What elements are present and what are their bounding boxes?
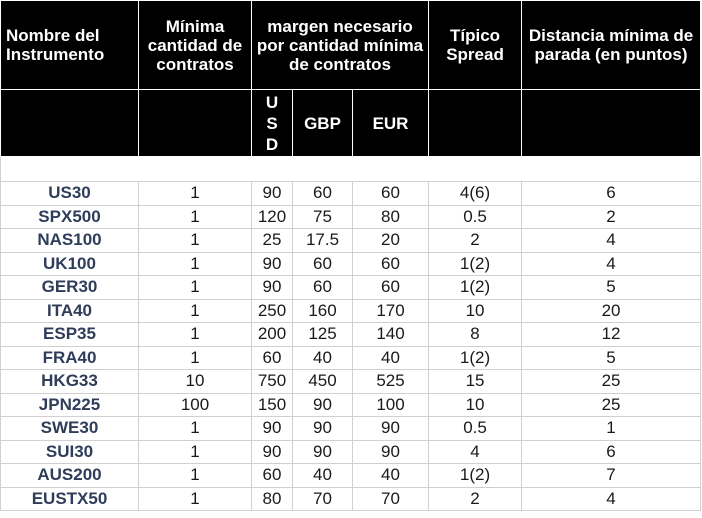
margin-gbp-cell: 40: [293, 464, 353, 488]
margin-usd-cell: 25: [252, 229, 293, 253]
min-contracts-cell: 1: [139, 252, 252, 276]
margin-usd-cell: 750: [252, 370, 293, 394]
margin-eur-cell: 60: [353, 276, 429, 300]
header-gbp: GBP: [293, 90, 353, 157]
min-contracts-cell: 1: [139, 464, 252, 488]
margin-eur-cell: 140: [353, 323, 429, 347]
instrument-name-cell: US30: [1, 182, 139, 206]
margin-gbp-cell: 60: [293, 182, 353, 206]
margin-eur-cell: 525: [353, 370, 429, 394]
typical-spread-cell: 1(2): [429, 464, 522, 488]
table-row: [1, 346, 701, 370]
instrument-name-cell: FRA40: [1, 346, 139, 370]
header-min-stop-distance: Distancia mínima de parada (en puntos): [522, 1, 701, 90]
margin-usd-cell: 90: [252, 252, 293, 276]
header-row-currencies: [1, 90, 701, 157]
table-row: [1, 323, 701, 347]
header-empty-cell: [139, 90, 252, 157]
min-contracts-cell: 1: [139, 440, 252, 464]
min-stop-distance-cell: 6: [522, 440, 701, 464]
margin-eur-cell: 40: [353, 464, 429, 488]
table-row: [1, 299, 701, 323]
instrument-name-cell: HKG33: [1, 370, 139, 394]
table-row: [1, 464, 701, 488]
table-body: [1, 157, 701, 511]
instrument-name-cell: NAS100: [1, 229, 139, 253]
margin-gbp-cell: 17.5: [293, 229, 353, 253]
margin-usd-cell: 250: [252, 299, 293, 323]
min-stop-distance-cell: 20: [522, 299, 701, 323]
margin-gbp-cell: 90: [293, 440, 353, 464]
table-row: [1, 487, 701, 511]
min-contracts-cell: 10: [139, 370, 252, 394]
table-row: [1, 252, 701, 276]
header-usd-letter: U: [265, 92, 279, 112]
typical-spread-cell: 1(2): [429, 276, 522, 300]
blank-cell: [1, 157, 701, 182]
margin-gbp-cell: 160: [293, 299, 353, 323]
min-contracts-cell: 1: [139, 323, 252, 347]
min-stop-distance-cell: 6: [522, 182, 701, 206]
table-row: [1, 229, 701, 253]
margin-gbp-cell: 60: [293, 276, 353, 300]
margin-usd-cell: 200: [252, 323, 293, 347]
typical-spread-cell: 4(6): [429, 182, 522, 206]
margin-usd-cell: 60: [252, 464, 293, 488]
header-row-main: [1, 1, 701, 90]
min-stop-distance-cell: 1: [522, 417, 701, 441]
margin-gbp-cell: 90: [293, 393, 353, 417]
table-row: [1, 440, 701, 464]
instrument-name-cell: SPX500: [1, 205, 139, 229]
min-stop-distance-cell: 2: [522, 205, 701, 229]
min-contracts-cell: 1: [139, 487, 252, 511]
min-contracts-cell: 1: [139, 182, 252, 206]
instrument-name-cell: JPN225: [1, 393, 139, 417]
min-contracts-cell: 1: [139, 205, 252, 229]
typical-spread-cell: 0.5: [429, 417, 522, 441]
header-usd-letter: D: [265, 134, 279, 154]
table-row: [1, 182, 701, 206]
margin-gbp-cell: 450: [293, 370, 353, 394]
min-stop-distance-cell: 5: [522, 276, 701, 300]
instrument-name-cell: AUS200: [1, 464, 139, 488]
typical-spread-cell: 2: [429, 487, 522, 511]
min-stop-distance-cell: 4: [522, 229, 701, 253]
typical-spread-cell: 2: [429, 229, 522, 253]
margin-eur-cell: 90: [353, 440, 429, 464]
margin-eur-cell: 80: [353, 205, 429, 229]
instrument-name-cell: SWE30: [1, 417, 139, 441]
header-empty-cell: [429, 90, 522, 157]
min-stop-distance-cell: 12: [522, 323, 701, 347]
margin-eur-cell: 100: [353, 393, 429, 417]
header-usd-letter: S: [266, 113, 278, 133]
margin-usd-cell: 60: [252, 346, 293, 370]
min-stop-distance-cell: 25: [522, 393, 701, 417]
margin-usd-cell: 90: [252, 182, 293, 206]
min-stop-distance-cell: 4: [522, 252, 701, 276]
header-eur: EUR: [353, 90, 429, 157]
instrument-name-cell: ITA40: [1, 299, 139, 323]
header-instrument-name: Nombre del Instrumento: [1, 1, 139, 90]
margin-eur-cell: 70: [353, 487, 429, 511]
typical-spread-cell: 0.5: [429, 205, 522, 229]
instrument-name-cell: SUI30: [1, 440, 139, 464]
min-stop-distance-cell: 5: [522, 346, 701, 370]
margin-eur-cell: 20: [353, 229, 429, 253]
margin-usd-cell: 120: [252, 205, 293, 229]
min-stop-distance-cell: 7: [522, 464, 701, 488]
header-empty-cell: [1, 90, 139, 157]
typical-spread-cell: 1(2): [429, 252, 522, 276]
typical-spread-cell: 8: [429, 323, 522, 347]
typical-spread-cell: 1(2): [429, 346, 522, 370]
margin-gbp-cell: 70: [293, 487, 353, 511]
margin-usd-cell: 80: [252, 487, 293, 511]
blank-row: [1, 157, 701, 182]
margin-eur-cell: 60: [353, 182, 429, 206]
header-usd: [252, 90, 293, 157]
margin-usd-cell: 90: [252, 417, 293, 441]
table-row: [1, 370, 701, 394]
margin-eur-cell: 60: [353, 252, 429, 276]
typical-spread-cell: 15: [429, 370, 522, 394]
header-empty-cell: [522, 90, 701, 157]
table-row: [1, 417, 701, 441]
min-contracts-cell: 1: [139, 229, 252, 253]
header-min-contracts: Mínima cantidad de contratos: [139, 1, 252, 90]
margin-gbp-cell: 125: [293, 323, 353, 347]
min-contracts-cell: 1: [139, 346, 252, 370]
margin-usd-cell: 90: [252, 440, 293, 464]
typical-spread-cell: 10: [429, 393, 522, 417]
margin-gbp-cell: 60: [293, 252, 353, 276]
instrument-name-cell: GER30: [1, 276, 139, 300]
min-contracts-cell: 100: [139, 393, 252, 417]
margin-gbp-cell: 90: [293, 417, 353, 441]
margin-gbp-cell: 40: [293, 346, 353, 370]
typical-spread-cell: 4: [429, 440, 522, 464]
header-margin: margen necesario por cantidad mínima de contratos: [252, 1, 429, 90]
instrument-name-cell: EUSTX50: [1, 487, 139, 511]
margin-eur-cell: 40: [353, 346, 429, 370]
margin-usd-cell: 150: [252, 393, 293, 417]
margin-eur-cell: 90: [353, 417, 429, 441]
table-row: [1, 205, 701, 229]
table-row: [1, 393, 701, 417]
margin-usd-cell: 90: [252, 276, 293, 300]
instrument-name-cell: ESP35: [1, 323, 139, 347]
min-contracts-cell: 1: [139, 276, 252, 300]
typical-spread-cell: 10: [429, 299, 522, 323]
min-contracts-cell: 1: [139, 417, 252, 441]
min-contracts-cell: 1: [139, 299, 252, 323]
table-row: [1, 276, 701, 300]
instrument-name-cell: UK100: [1, 252, 139, 276]
margin-eur-cell: 170: [353, 299, 429, 323]
min-stop-distance-cell: 4: [522, 487, 701, 511]
header-typical-spread: Típico Spread: [429, 1, 522, 90]
margin-gbp-cell: 75: [293, 205, 353, 229]
min-stop-distance-cell: 25: [522, 370, 701, 394]
